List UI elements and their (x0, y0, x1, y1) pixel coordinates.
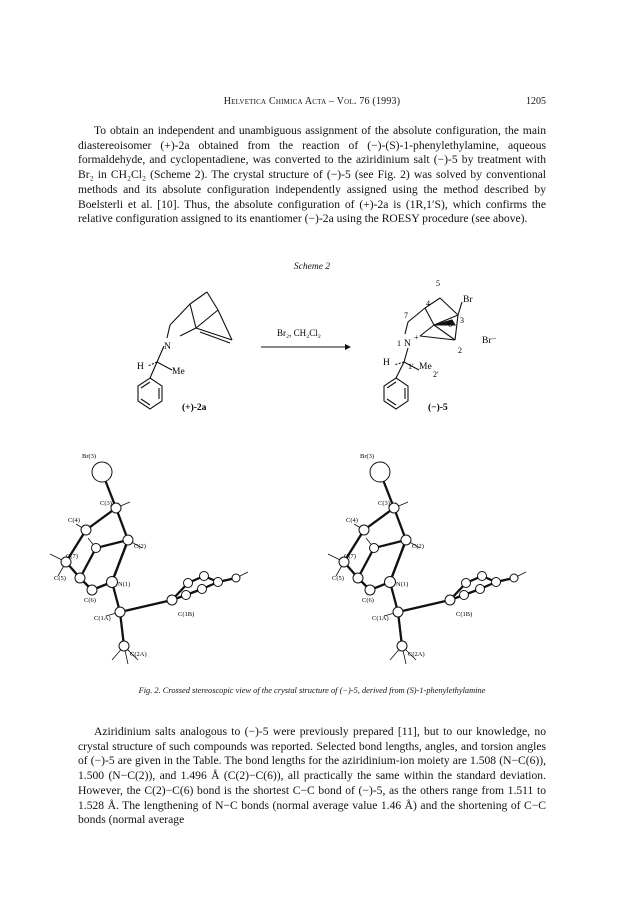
right-label-c3: C(3) (378, 500, 390, 507)
right-label-c6: C(6) (362, 597, 374, 604)
compound-5-structure (384, 298, 462, 409)
stereo-view-left (50, 453, 248, 664)
right-num-1p: 1′ (408, 362, 414, 371)
compound-5-label: (−)-5 (428, 403, 448, 413)
right-num-7: 7 (404, 311, 408, 320)
right-label-c1b: C(1B) (456, 611, 473, 618)
left-label-c1b: C(1B) (178, 611, 195, 618)
right-charge: + (414, 333, 419, 342)
right-label-c4: C(4) (346, 517, 358, 524)
left-label-c7: C(7) (66, 553, 78, 560)
right-num-2p: 2′ (433, 370, 439, 379)
left-label-c1a: C(1A) (94, 615, 111, 622)
right-num-2: 2 (458, 346, 462, 355)
paragraph-1 (78, 124, 546, 227)
right-num-3: 3 (460, 316, 464, 325)
reagent-label: Br₂, CH₂Cl₂ (277, 328, 321, 338)
left-label-c6: C(6) (84, 597, 96, 604)
right-substituent-me: Me (419, 362, 432, 372)
scheme-label: Scheme 2 (293, 262, 331, 272)
left-label-br3: Br(3) (82, 453, 97, 460)
left-atom-H: H (137, 362, 144, 372)
left-label-c4: C(4) (68, 517, 80, 524)
left-substituent-me: Me (172, 367, 185, 377)
page-number: 1205 (526, 96, 546, 107)
paragraph-2 (78, 725, 546, 828)
right-label-c5: C(5) (332, 575, 344, 582)
crystal-structure-figure (0, 450, 624, 685)
left-label-c5: C(5) (54, 575, 66, 582)
left-atom-N: N (164, 342, 171, 352)
right-counterion: Br⁻ (482, 336, 497, 346)
right-num-4: 4 (426, 299, 430, 308)
right-label-c7: C(7) (344, 553, 356, 560)
right-atom-H: H (383, 358, 390, 368)
right-atom-N: N (404, 339, 411, 349)
paragraph-2-text: Aziridinium salts analogous to (−)-5 were previously prepared [11], but to our knowledge, no crystal structure of such compounds was reported. Selected bond lengths, angles, and torsion angles of (−)-5 are given in the Table. The bond lengths for the aziridinium-ion moiety are 1.508 (N−C(6)), 1.500 (N−C(2)), and 1.496 Å (C(2)−C(6)), all practically the same within the standard deviation. However, the C(2)−C(6) bond is the shortest C−C bond of (−)-5, as the others range from 1.511 to 1.528 Å. The lengthening of N−C bonds (normal average value 1.46 Å) and the shortening of C−C bonds (normal average (78, 725, 546, 827)
right-label-c2a: C(2A) (408, 651, 425, 658)
compound-2a-label: (+)-2a (182, 403, 207, 413)
running-header (78, 96, 546, 110)
compound-2a-structure (138, 292, 232, 409)
right-label-c2: C(2) (412, 543, 424, 550)
stereo-view-right (328, 453, 526, 664)
left-label-n1: N(1) (118, 581, 131, 588)
scheme-2-drawing (0, 270, 624, 420)
paragraph-1-text: To obtain an independent and unambiguous assignment of the absolute configuration, the main diastereoisomer (+)-2a obtained from the reaction of (−)-(S)-1-phenylethylamine, aqueous formaldehyde, and cyclopentadiene, was converted to the aziridinium salt (−)-5 by treatment with Br₂ in CH₂Cl₂ (Scheme 2). The crystal structure of (−)-5 (see Fig. 2) was solved by conventional methods and its absolute configuration independently assigned using the method described by Boelsterli et al. [10]. Thus, the absolute configuration of (+)-2a is (1R,1′S), which confirms the relative configuration assigned to its enantiomer (−)-2a using the ROESY procedure (see above). (78, 124, 546, 226)
right-label-c1a: C(1A) (372, 615, 389, 622)
reaction-arrow (261, 344, 351, 350)
right-label-n1: N(1) (396, 581, 409, 588)
right-num-1: 1 (397, 339, 401, 348)
right-atom-br: Br (463, 295, 473, 305)
left-label-c3: C(3) (100, 500, 112, 507)
left-label-c2a: C(2A) (130, 651, 147, 658)
left-label-c2: C(2) (134, 543, 146, 550)
right-label-br3: Br(3) (360, 453, 375, 460)
right-num-6: 6 (448, 320, 452, 329)
right-num-5: 5 (436, 279, 440, 288)
journal-title: Helvetica Chimica Acta – Vol. 76 (1993) (223, 96, 401, 107)
figure-caption: Fig. 2. Crossed stereoscopic view of the crystal structure of (−)-5, derived from (S)-1-phenylethylamine (138, 686, 486, 695)
